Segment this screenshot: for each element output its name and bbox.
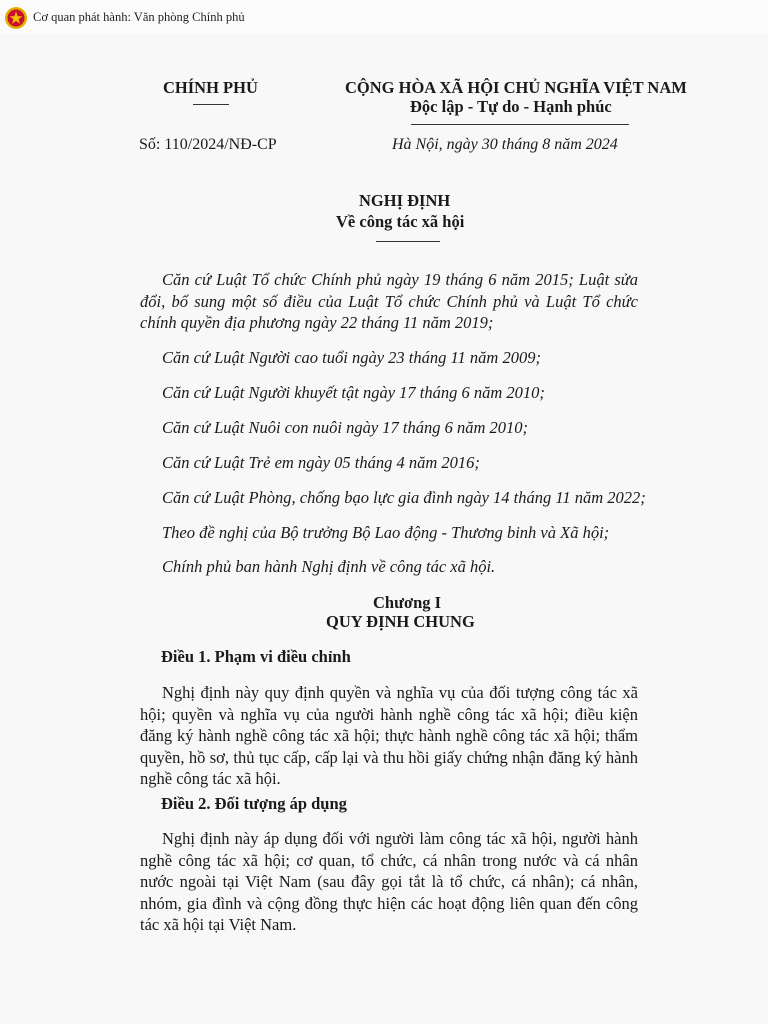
national-motto: Độc lập - Tự do - Hạnh phúc — [410, 97, 612, 116]
source-bar — [0, 0, 768, 34]
preamble-item: Căn cứ Luật Tổ chức Chính phủ ngày 19 tháng 6 năm 2015; Luật sửa đổi, bổ sung một số điều của Luật Tổ chức Chính phủ và Luật Tổ chức chính quyền địa phương ngày 22 tháng 11 năm 2019; — [140, 270, 638, 332]
preamble-item: Căn cứ Luật Nuôi con nuôi ngày 17 tháng 6 năm 2010; — [162, 418, 529, 437]
article-body: Nghị định này quy định quyền và nghĩa vụ của đối tượng công tác xã hội; quyền và nghĩa vụ của người hành nghề công tác xã hội; điều kiện đăng ký hành nghề công tác xã hội; thực hành nghề công tác xã hội; thẩm quyền, hồ sơ, thủ tục cấp, cấp lại và thu hồi giấy chứng nhận đăng ký hành nghề công tác xã hội. — [140, 683, 638, 788]
national-emblem-icon — [4, 6, 28, 30]
chapter-title: QUY ĐỊNH CHUNG — [326, 612, 475, 631]
article-heading: Điều 1. Phạm vi điều chỉnh — [161, 647, 351, 666]
chapter-number: Chương I — [373, 593, 442, 612]
article-heading: Điều 2. Đối tượng áp dụng — [161, 794, 347, 813]
preamble-item: Chính phủ ban hành Nghị định về công tác xã hội. — [162, 557, 496, 576]
document-type: NGHỊ ĐỊNH — [359, 191, 451, 210]
document-page — [0, 34, 768, 1024]
agency-underline — [193, 104, 229, 105]
preamble-item: Theo đề nghị của Bộ trưởng Bộ Lao động - Thương binh và Xã hội; — [162, 523, 610, 542]
issuer-label: Cơ quan phát hành: Văn phòng Chính phủ — [33, 10, 245, 24]
document-number: Số: 110/2024/NĐ-CP — [139, 136, 277, 153]
motto-underline — [411, 124, 629, 125]
place-date: Hà Nội, ngày 30 tháng 8 năm 2024 — [392, 136, 618, 153]
preamble-item: Căn cứ Luật Trẻ em ngày 05 tháng 4 năm 2016; — [162, 453, 480, 472]
agency-name: CHÍNH PHỦ — [163, 78, 258, 97]
country-name: CỘNG HÒA XÃ HỘI CHỦ NGHĨA VIỆT NAM — [345, 78, 687, 97]
title-underline — [376, 241, 440, 242]
preamble-item: Căn cứ Luật Người cao tuổi ngày 23 tháng 11 năm 2009; — [162, 348, 541, 367]
preamble-item: Căn cứ Luật Người khuyết tật ngày 17 tháng 6 năm 2010; — [162, 383, 545, 402]
preamble-item: Căn cứ Luật Phòng, chống bạo lực gia đình ngày 14 tháng 11 năm 2022; — [162, 488, 646, 507]
document-subject: Về công tác xã hội — [336, 212, 465, 231]
article-body: Nghị định này áp dụng đối với người làm công tác xã hội, người hành nghề công tác xã hội; cơ quan, tổ chức, cá nhân trong nước và cá nhân nước ngoài tại Việt Nam (sau đây gọi tắt là tổ chức, cá nhân); cá nhân, nhóm, gia đình và cộng đồng thực hiện các hoạt động liên quan đến công tác xã hội tại Việt Nam. — [140, 829, 638, 934]
